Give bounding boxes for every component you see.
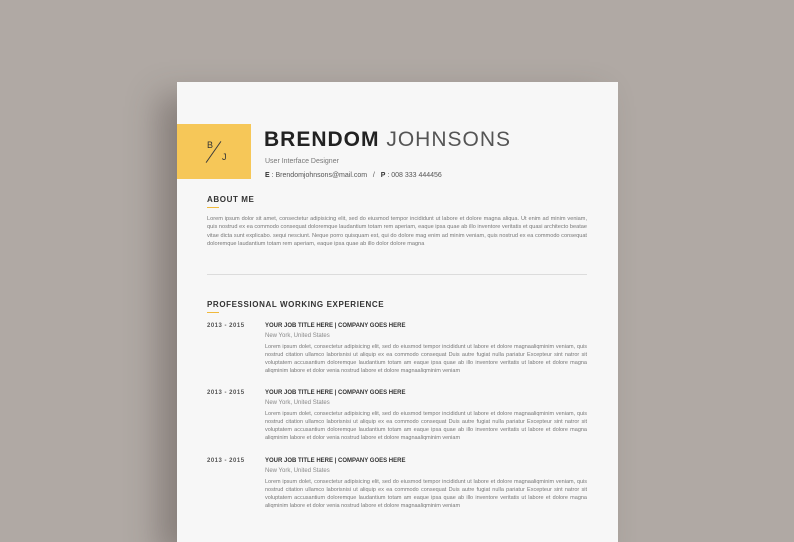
section-divider <box>207 274 587 275</box>
job-years: 2013 - 2015 <box>207 458 245 464</box>
job-description: Lorem ipsum dolet, consectetur adipisicing elit, sed do eiusmod tempor incididunt ut labore et dolore magnaaliqminim veniam, quis nostrud citation ullamco laborisnisi ut aliquip ex ea commodo consequat Duis autre fugiat nulla pariatur Excepteur sint natror sit voluptatem accusantium doloremque laudantium totam am eaque ipsa quae ab illo inventore veritatis ut labore et dolore magna aliqminim labore et dolor venia nostrud labore et dolore magnaaliqminim veniam <box>265 344 587 374</box>
monogram-block <box>177 124 251 179</box>
job-title: YOUR JOB TITLE HERE | COMPANY GOES HERE <box>265 390 406 396</box>
job-description: Lorem ipsum dolet, consectetur adipisicing elit, sed do eiusmod tempor incididunt ut labore et dolore magnaaliqminim veniam, quis nostrud citation ullamco laborisnisi ut aliquip ex ea commodo consequat Duis autre fugiat nulla pariatur Excepteur sint natror sit voluptatem accusantium doloremque laudantium totam am eaque ipsa quae ab illo inventore veritatis ut labore et dolore magna aliqminim labore et dolor venia nostrud labore et dolore magnaaliqminim veniam <box>265 411 587 441</box>
phone-label: P <box>380 172 386 179</box>
job-years: 2013 - 2015 <box>207 390 245 396</box>
contact-separator: / <box>372 172 375 179</box>
about-text: Lorem ipsum dolor sit amet, consectetur adipisicing elit, sed do eiusmod tempor incididunt ut labore et dolore magna aliqua. Ut enim ad minim veniam, quis nostrud ex ea commodo consequat doloremque laudantium totam rem aperiam, eaque ipsa quae ab illo inventore veritatis et quasi architecto beatae vitae dicta sunt explicabo. sequi nesciunt. Neque porro quisquam est, qui do dolore mag enim ad minim veniam, quis nostrud ex ea commodo consequat doloremque laudantium totam rem aperiam, eaque ipsa quae ab illo dolor dolore magna <box>207 216 587 247</box>
email-label: E <box>265 172 270 179</box>
job-title: YOUR JOB TITLE HERE | COMPANY GOES HERE <box>265 323 406 329</box>
first-name: BRENDOM <box>264 128 380 151</box>
job-location: New York, United States <box>265 400 330 406</box>
job-location: New York, United States <box>265 468 330 474</box>
job-title: YOUR JOB TITLE HERE | COMPANY GOES HERE <box>265 458 406 464</box>
about-accent <box>207 207 219 208</box>
experience-title: PROFESSIONAL WORKING EXPERIENCE <box>207 300 385 309</box>
resume-page <box>177 82 618 542</box>
monogram-last: J <box>222 152 227 162</box>
job-location: New York, United States <box>265 333 330 339</box>
last-name: JOHNSONS <box>386 128 512 151</box>
job-years: 2013 - 2015 <box>207 323 245 329</box>
phone-value: : 008 333 444456 <box>387 172 442 179</box>
job-description: Lorem ipsum dolet, consectetur adipisicing elit, sed do eiusmod tempor incididunt ut labore et dolore magnaaliqminim veniam, quis nostrud citation ullamco laborisnisi ut aliquip ex ea commodo consequat Duis autre fugiat nulla pariatur Excepteur sint natror sit voluptatem accusantium doloremque laudantium totam am eaque ipsa quae ab illo inventore veritatis ut labore et dolore magna aliqminim labore et dolor venia nostrud labore et dolore magnaaliqminim veniam <box>265 479 587 509</box>
job-subtitle: User Interface Designer <box>265 158 339 165</box>
contact-line <box>265 172 442 179</box>
experience-accent <box>207 312 219 313</box>
monogram-first: B <box>207 140 214 150</box>
email-value: : Brendomjohnsons@mail.com <box>271 172 368 179</box>
about-title: ABOUT ME <box>207 195 255 204</box>
resume-name <box>264 128 511 152</box>
